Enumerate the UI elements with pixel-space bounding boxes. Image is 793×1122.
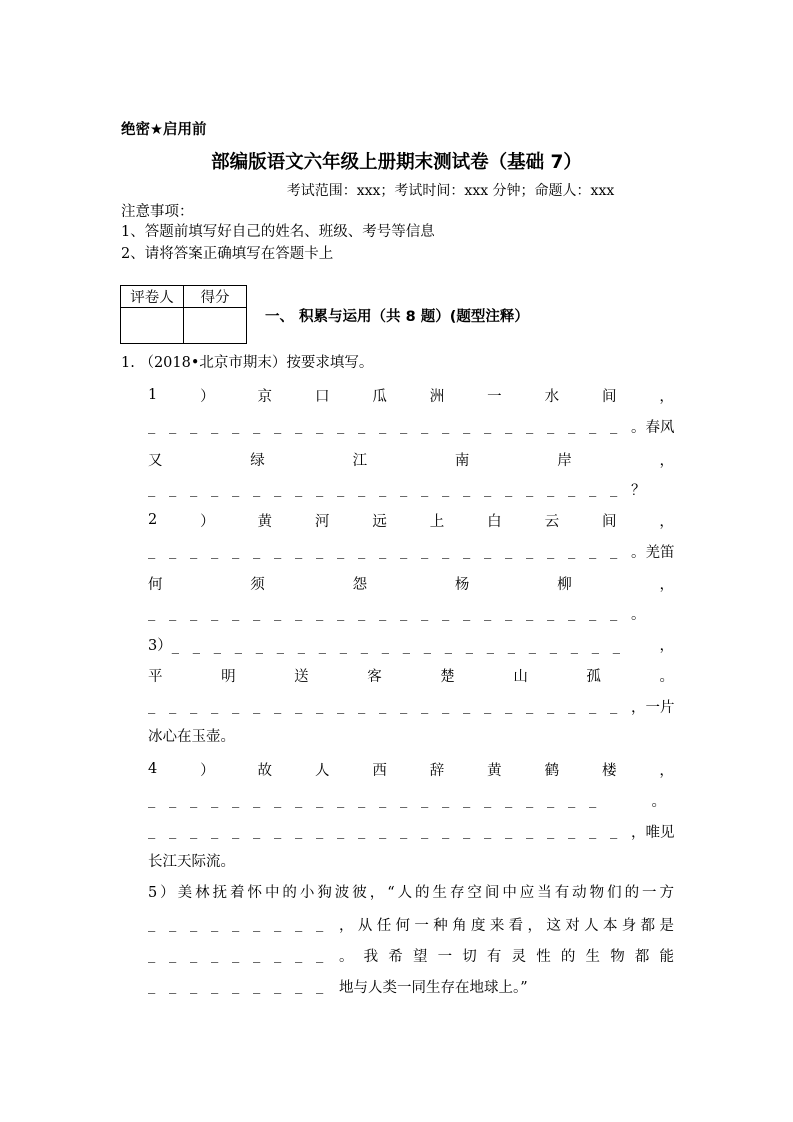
- underline-slot: _: [568, 823, 576, 839]
- score-cell[interactable]: [184, 308, 247, 344]
- underline-slot: _: [190, 418, 198, 434]
- underline-slot: _: [526, 605, 534, 621]
- underline-slot: _: [297, 637, 305, 654]
- underline-slot: _: [295, 916, 303, 932]
- underline-slot: _: [148, 792, 156, 808]
- underline-slot: _: [442, 698, 450, 714]
- answer-blank-6[interactable]: _ _ _ _ _ _ _ _ _ _ _ _ _ _ _ _ _ _ _ _ _ _ _ ，一片: [148, 698, 675, 716]
- underline-slot: _: [169, 792, 177, 808]
- underline-slot: _: [190, 916, 198, 932]
- underline-slot: _: [274, 947, 282, 963]
- underline-slot: _: [274, 418, 282, 434]
- underline-slot: _: [232, 916, 240, 932]
- underline-slot: _: [316, 543, 324, 559]
- underline-slot: _: [232, 543, 240, 559]
- underline-slot: _: [570, 637, 578, 654]
- underline-slot: _: [507, 637, 515, 654]
- underline-slot: _: [547, 698, 555, 714]
- underline-slot: _: [526, 823, 534, 839]
- underline-slot: _: [148, 418, 156, 434]
- underline-slot: _: [274, 792, 282, 808]
- underline-slot: _: [169, 978, 177, 994]
- underline-slot: _: [190, 543, 198, 559]
- underline-slot: _: [484, 605, 492, 621]
- underline-slot: _: [232, 792, 240, 808]
- underline-slot: _: [337, 823, 345, 839]
- score-label: 得分: [184, 286, 247, 308]
- underline-slot: _: [213, 637, 221, 654]
- underline-slot: _: [148, 605, 156, 621]
- underline-slot: _: [379, 605, 387, 621]
- underline-slot: _: [589, 418, 597, 434]
- underline-slot: _: [148, 543, 156, 559]
- poem-line-8: 冰心在玉壶。: [148, 729, 235, 745]
- underline-slot: _: [463, 792, 471, 808]
- underline-slot: _: [148, 823, 156, 839]
- top-secret-label: 绝密★启用前: [121, 122, 207, 138]
- underline-slot: _: [442, 543, 450, 559]
- underline-slot: _: [253, 543, 261, 559]
- underline-slot: _: [316, 947, 324, 963]
- poem-line-1: 1 ） 京 口 瓜 洲 一 水 间 ，: [148, 387, 674, 405]
- underline-slot: _: [421, 543, 429, 559]
- underline-slot: _: [169, 605, 177, 621]
- underline-slot: _: [190, 698, 198, 714]
- underline-slot: _: [528, 637, 536, 654]
- underline-slot: _: [591, 637, 599, 654]
- underline-slot: _: [505, 823, 513, 839]
- underline-slot: _: [232, 823, 240, 839]
- poem-line-12: 长江天际流。: [148, 854, 235, 870]
- underline-slot: _: [232, 605, 240, 621]
- underline-slot: _: [547, 481, 555, 497]
- underline-slot: _: [337, 698, 345, 714]
- underline-slot: _: [505, 543, 513, 559]
- underline-slot: _: [610, 605, 618, 621]
- underline-slot: _: [379, 823, 387, 839]
- score-table: [120, 285, 247, 344]
- underline-slot: _: [442, 481, 450, 497]
- underline-slot: _: [610, 481, 618, 497]
- underline-slot: _: [358, 418, 366, 434]
- underline-slot: _: [274, 543, 282, 559]
- underline-slot: _: [316, 605, 324, 621]
- underline-slot: _: [148, 916, 156, 932]
- section-title: 一、 积累与运用（共 8 题）(题型注释）: [265, 309, 529, 325]
- underline-slot: _: [358, 605, 366, 621]
- underline-slot: _: [568, 481, 576, 497]
- underline-slot: _: [421, 605, 429, 621]
- underline-slot: _: [190, 947, 198, 963]
- underline-slot: _: [190, 481, 198, 497]
- underline-slot: _: [589, 698, 597, 714]
- underline-slot: _: [421, 823, 429, 839]
- underline-slot: _: [484, 418, 492, 434]
- underline-slot: _: [505, 698, 513, 714]
- page-title: 部编版语文六年级上册期末测试卷（基础 7）: [211, 152, 582, 173]
- underline-slot: _: [463, 823, 471, 839]
- underline-slot: _: [316, 792, 324, 808]
- answer-blank-1[interactable]: _ _ _ _ _ _ _ _ _ _ _ _ _ _ _ _ _ _ _ _ _ _ _ 。春风: [148, 418, 675, 436]
- underline-slot: _: [400, 418, 408, 434]
- underline-slot: _: [148, 947, 156, 963]
- underline-slot: _: [253, 698, 261, 714]
- note-item-1: 1、答题前填写好自己的姓名、班级、考号等信息: [121, 224, 435, 240]
- underline-slot: _: [211, 698, 219, 714]
- underline-slot: _: [316, 698, 324, 714]
- poem-line-9: 4 ） 故 人 西 辞 黄 鹤 楼 ，: [148, 761, 674, 779]
- underline-slot: _: [465, 637, 473, 654]
- underline-slot: _: [169, 947, 177, 963]
- underline-slot: _: [295, 543, 303, 559]
- grader-label: 评卷人: [121, 286, 184, 308]
- underline-slot: _: [358, 698, 366, 714]
- underline-slot: _: [295, 947, 303, 963]
- underline-slot: _: [358, 481, 366, 497]
- note-item-2: 2、请将答案正确填写在答题卡上: [121, 246, 334, 262]
- underline-slot: _: [274, 605, 282, 621]
- answer-blank-4[interactable]: _ _ _ _ _ _ _ _ _ _ _ _ _ _ _ _ _ _ _ _ _ _ _ 。: [148, 605, 646, 623]
- underline-slot: _: [547, 418, 555, 434]
- underline-slot: _: [169, 418, 177, 434]
- q5-line-2[interactable]: _ _ _ _ _ _ _ _ _ ，从任何一种角度来看，这对人本身都是: [148, 916, 674, 934]
- underline-slot: _: [568, 605, 576, 621]
- underline-slot: _: [526, 481, 534, 497]
- underline-slot: _: [253, 978, 261, 994]
- underline-slot: _: [526, 418, 534, 434]
- underline-slot: _: [253, 916, 261, 932]
- underline-slot: _: [526, 543, 534, 559]
- underline-slot: _: [568, 698, 576, 714]
- underline-slot: _: [589, 543, 597, 559]
- underline-slot: _: [547, 792, 555, 808]
- poem-line-2: 又 绿 江 南 岸 ，: [148, 452, 674, 469]
- underline-slot: _: [337, 792, 345, 808]
- underline-slot: _: [402, 637, 410, 654]
- underline-slot: _: [337, 418, 345, 434]
- underline-slot: _: [276, 637, 284, 654]
- underline-slot: _: [318, 637, 326, 654]
- underline-slot: _: [463, 481, 471, 497]
- underline-slot: _: [400, 605, 408, 621]
- underline-slot: _: [232, 698, 240, 714]
- underline-slot: _: [360, 637, 368, 654]
- underline-slot: _: [295, 698, 303, 714]
- underline-slot: _: [211, 916, 219, 932]
- underline-slot: _: [232, 481, 240, 497]
- underline-slot: _: [442, 792, 450, 808]
- question-1-stem: 1. （2018•北京市期末）按要求填写。: [121, 355, 374, 371]
- answer-blank-7[interactable]: _ _ _ _ _ _ _ _ _ _ _ _ _ _ _ _ _ _ _ _ _ _ 。: [148, 792, 666, 810]
- underline-slot: _: [211, 418, 219, 434]
- answer-blank-8[interactable]: _ _ _ _ _ _ _ _ _ _ _ _ _ _ _ _ _ _ _ _ _ _ _ ，唯见: [148, 823, 675, 841]
- q5-line-4[interactable]: _ _ _ _ _ _ _ _ _ 地与人类一同生存在地球上。”: [148, 978, 528, 996]
- q5-line-1: 5）美林抚着怀中的小狗波彼，“人的生存空间中应当有动物们的一方: [148, 885, 674, 901]
- underline-slot: _: [400, 543, 408, 559]
- underline-slot: _: [610, 543, 618, 559]
- underline-slot: _: [295, 605, 303, 621]
- underline-slot: _: [211, 605, 219, 621]
- underline-slot: _: [484, 481, 492, 497]
- poem-line-4: 何 须 怨 杨 柳 ，: [148, 576, 674, 593]
- underline-slot: _: [505, 605, 513, 621]
- underline-slot: _: [549, 637, 557, 654]
- underline-slot: _: [192, 637, 200, 654]
- underline-slot: _: [442, 418, 450, 434]
- underline-slot: _: [423, 637, 431, 654]
- underline-slot: _: [381, 637, 389, 654]
- underline-slot: _: [253, 823, 261, 839]
- underline-slot: _: [169, 481, 177, 497]
- underline-slot: _: [358, 543, 366, 559]
- underline-slot: _: [295, 823, 303, 839]
- underline-slot: _: [295, 481, 303, 497]
- underline-slot: _: [421, 792, 429, 808]
- underline-slot: _: [148, 698, 156, 714]
- underline-slot: _: [234, 637, 242, 654]
- underline-slot: _: [486, 637, 494, 654]
- underline-slot: _: [274, 481, 282, 497]
- grader-cell[interactable]: [121, 308, 184, 344]
- underline-slot: _: [463, 418, 471, 434]
- underline-slot: _: [463, 698, 471, 714]
- underline-slot: _: [190, 823, 198, 839]
- underline-slot: _: [316, 823, 324, 839]
- underline-slot: _: [169, 698, 177, 714]
- underline-slot: _: [148, 978, 156, 994]
- underline-slot: _: [400, 481, 408, 497]
- underline-slot: _: [316, 418, 324, 434]
- underline-slot: _: [316, 978, 324, 994]
- underline-slot: _: [316, 916, 324, 932]
- underline-slot: _: [589, 605, 597, 621]
- underline-slot: _: [253, 481, 261, 497]
- underline-slot: _: [274, 698, 282, 714]
- underline-slot: _: [274, 823, 282, 839]
- underline-slot: _: [421, 698, 429, 714]
- underline-slot: _: [400, 698, 408, 714]
- underline-slot: _: [253, 792, 261, 808]
- underline-slot: _: [379, 418, 387, 434]
- underline-slot: _: [612, 637, 620, 654]
- underline-slot: _: [484, 823, 492, 839]
- underline-slot: _: [589, 823, 597, 839]
- underline-slot: _: [421, 481, 429, 497]
- underline-slot: _: [211, 792, 219, 808]
- underline-slot: _: [169, 543, 177, 559]
- underline-slot: _: [589, 792, 597, 808]
- underline-slot: _: [526, 698, 534, 714]
- underline-slot: _: [337, 543, 345, 559]
- underline-slot: _: [505, 792, 513, 808]
- underline-slot: _: [379, 792, 387, 808]
- underline-slot: _: [484, 792, 492, 808]
- underline-slot: _: [568, 543, 576, 559]
- underline-slot: _: [337, 481, 345, 497]
- underline-slot: _: [253, 947, 261, 963]
- underline-slot: _: [610, 698, 618, 714]
- underline-slot: _: [232, 947, 240, 963]
- underline-slot: _: [190, 605, 198, 621]
- q5-line-3[interactable]: _ _ _ _ _ _ _ _ _ 。我希望一切有灵性的生物都能: [148, 947, 674, 965]
- underline-slot: _: [358, 792, 366, 808]
- answer-blank-3[interactable]: _ _ _ _ _ _ _ _ _ _ _ _ _ _ _ _ _ _ _ _ _ _ _ 。羌笛: [148, 543, 675, 561]
- underline-slot: _: [190, 792, 198, 808]
- underline-slot: _: [463, 543, 471, 559]
- underline-slot: _: [274, 916, 282, 932]
- underline-slot: _: [589, 481, 597, 497]
- underline-slot: _: [232, 418, 240, 434]
- underline-slot: _: [169, 823, 177, 839]
- underline-slot: _: [253, 418, 261, 434]
- underline-slot: _: [444, 637, 452, 654]
- underline-slot: _: [358, 823, 366, 839]
- underline-slot: _: [505, 418, 513, 434]
- underline-slot: _: [400, 823, 408, 839]
- underline-slot: _: [337, 605, 345, 621]
- underline-slot: _: [255, 637, 263, 654]
- underline-slot: _: [253, 605, 261, 621]
- underline-slot: _: [171, 637, 179, 654]
- underline-slot: _: [169, 916, 177, 932]
- underline-slot: _: [568, 792, 576, 808]
- underline-slot: _: [568, 418, 576, 434]
- underline-slot: _: [211, 481, 219, 497]
- underline-slot: _: [610, 823, 618, 839]
- underline-slot: _: [295, 418, 303, 434]
- underline-slot: _: [190, 978, 198, 994]
- underline-slot: _: [526, 792, 534, 808]
- underline-slot: _: [484, 543, 492, 559]
- exam-info: 考试范围：xxx；考试时间：xxx 分钟；命题人：xxx: [286, 183, 615, 199]
- underline-slot: _: [379, 543, 387, 559]
- underline-slot: _: [339, 637, 347, 654]
- underline-slot: _: [421, 418, 429, 434]
- underline-slot: _: [484, 698, 492, 714]
- underline-slot: _: [211, 823, 219, 839]
- underline-slot: _: [505, 481, 513, 497]
- poem-line-6: 平 明 送 客 楚 山 孤 。: [148, 668, 674, 685]
- underline-slot: _: [400, 792, 408, 808]
- underline-slot: _: [379, 698, 387, 714]
- poem-line-3: 2 ） 黄 河 远 上 白 云 间 ，: [148, 512, 674, 530]
- underline-slot: _: [211, 947, 219, 963]
- underline-slot: _: [442, 823, 450, 839]
- underline-slot: _: [211, 543, 219, 559]
- underline-slot: _: [442, 605, 450, 621]
- notes-heading: 注意事项：: [121, 204, 194, 220]
- underline-slot: _: [379, 481, 387, 497]
- underline-slot: _: [610, 418, 618, 434]
- underline-slot: _: [211, 978, 219, 994]
- underline-slot: _: [547, 543, 555, 559]
- underline-slot: _: [295, 978, 303, 994]
- underline-slot: _: [148, 481, 156, 497]
- underline-slot: _: [547, 823, 555, 839]
- underline-slot: _: [295, 792, 303, 808]
- underline-slot: _: [274, 978, 282, 994]
- underline-slot: _: [463, 605, 471, 621]
- underline-slot: _: [547, 605, 555, 621]
- underline-slot: _: [316, 481, 324, 497]
- answer-blank-5[interactable]: 3） _ _ _ _ _ _ _ _ _ _ _ _ _ _ _ _ _ _ _ _ _ _ ，: [148, 637, 674, 654]
- answer-blank-2[interactable]: _ _ _ _ _ _ _ _ _ _ _ _ _ _ _ _ _ _ _ _ _ _ _ ？: [148, 481, 646, 499]
- underline-slot: _: [232, 978, 240, 994]
